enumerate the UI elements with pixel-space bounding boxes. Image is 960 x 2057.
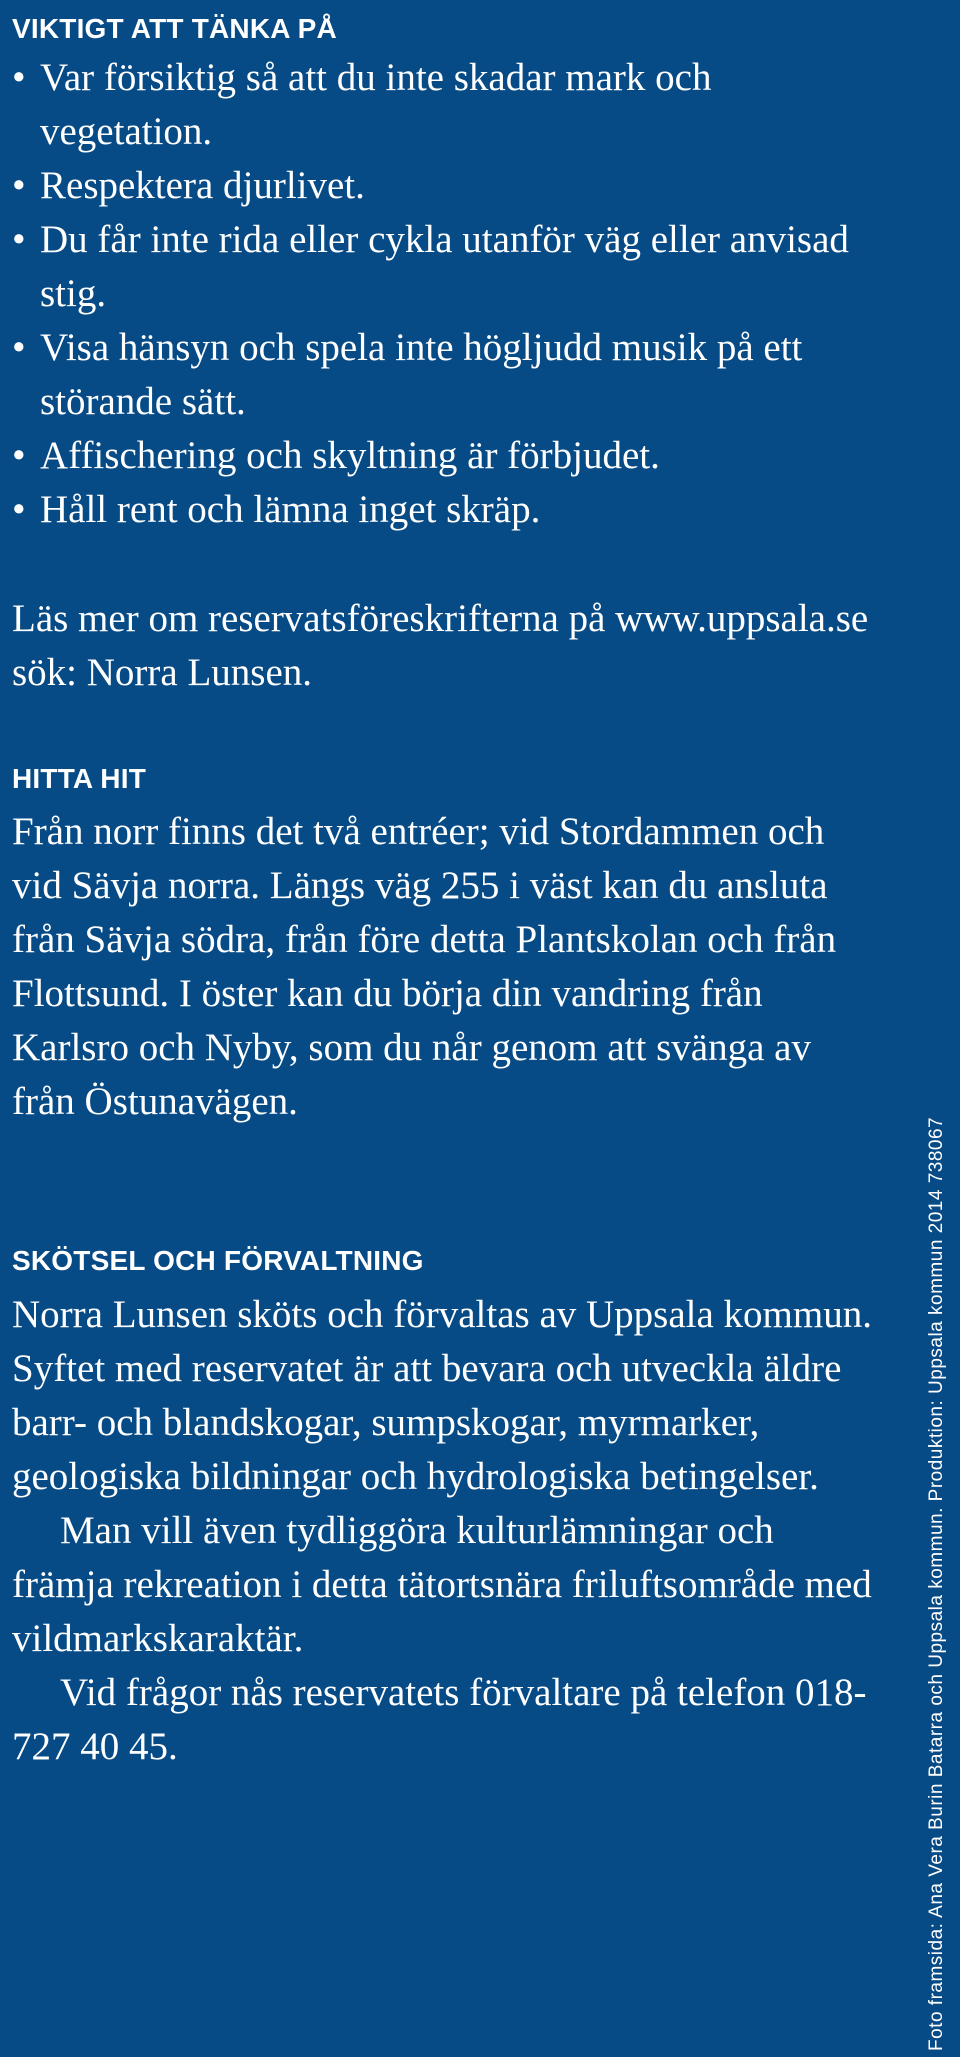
rules-list-item <box>12 213 892 321</box>
management-paragraph-1: Norra Lunsen sköts och förvaltas av Uppsala kommun. Syftet med reservatet är att bevara och utveckla äldre barr- och blandskogar, sumpskogar, myrmarker, geologiska bildningar och hydrologiska betingelser. <box>12 1293 872 1498</box>
directions-text: Från norr finns det två entréer; vid Stordammen och vid Sävja norra. Längs väg 255 i väst kan du ansluta från Sävja södra, från före detta Plantskolan och från Flottsund. I öster kan du börja din vandring från Karlsro och Nyby, som du når genom att svänga av från Östunavägen. <box>12 810 837 1123</box>
rules-list-item <box>12 429 892 483</box>
bullet-icon: • <box>12 164 26 207</box>
rules-item-text: Respektera djurlivet. <box>40 164 365 207</box>
bullet-icon: • <box>12 56 26 99</box>
management-paragraph-2: Man vill även tydliggöra kulturlämningar och främja rekreation i detta tätortsnära friluftsområde med vildmarkskaraktär. <box>12 1509 872 1660</box>
rules-heading: VIKTIGT ATT TÄNKA PÅ <box>12 13 337 44</box>
directions-heading: HITTA HIT <box>12 763 146 794</box>
management-paragraph-3: Vid frågor nås reservatets förvaltare på telefon 018-727 40 45. <box>12 1671 867 1768</box>
regulations-more-info: Läs mer om reservatsföreskrifterna på www.uppsala.se sök: Norra Lunsen. <box>12 597 869 694</box>
rules-list-item <box>12 51 892 159</box>
rules-item-text: Håll rent och lämna inget skräp. <box>40 488 541 531</box>
rules-item-text: Du får inte rida eller cykla utanför väg eller anvisad stig. <box>40 218 849 315</box>
photo-production-credit: Foto framsida: Ana Vera Burin Batarra och Uppsala kommun. Produktion: Uppsala kommun 2014 738067 <box>926 1116 947 2051</box>
rules-list-item <box>12 159 892 213</box>
rules-list-item <box>12 483 892 537</box>
bullet-icon: • <box>12 488 26 531</box>
rules-list-item <box>12 321 892 429</box>
management-text <box>12 1288 872 1774</box>
bullet-icon: • <box>12 218 26 261</box>
rules-item-text: Var försiktig så att du inte skadar mark och vegetation. <box>40 56 712 153</box>
bullet-icon: • <box>12 434 26 477</box>
rules-item-text: Affischering och skyltning är förbjudet. <box>40 434 660 477</box>
bullet-icon: • <box>12 326 26 369</box>
management-heading: SKÖTSEL OCH FÖRVALTNING <box>12 1245 424 1276</box>
rules-item-text: Visa hänsyn och spela inte högljudd musik på ett störande sätt. <box>40 326 803 423</box>
rules-list <box>12 51 892 537</box>
credit-sidebar <box>922 1011 952 2051</box>
